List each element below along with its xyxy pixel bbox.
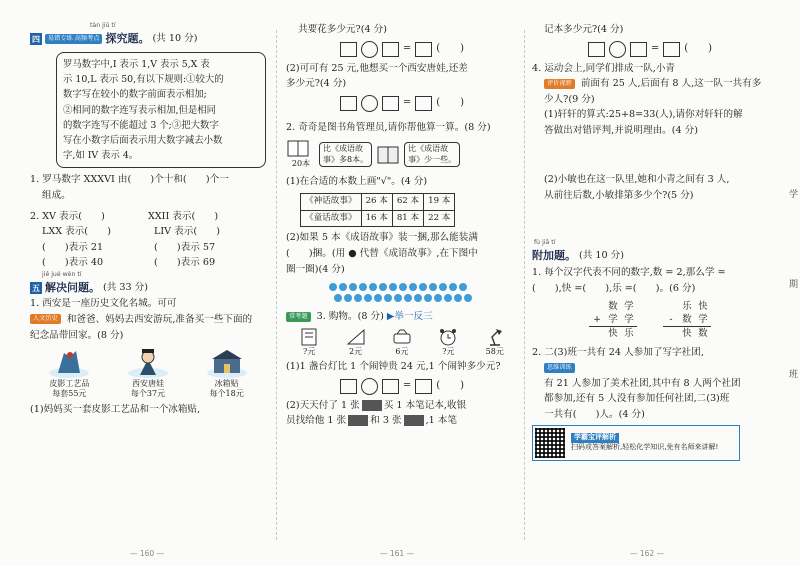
section-number: 四 bbox=[32, 33, 40, 44]
answer-space[interactable] bbox=[532, 203, 768, 239]
choice-cell[interactable]: 16 本 bbox=[361, 210, 392, 227]
bonus-question-1-text: 1. 每个汉字代表不同的数字,数 = 2,那么学 = bbox=[532, 267, 726, 279]
section-tag: 易错专练 高频考点 bbox=[45, 34, 102, 44]
addition-puzzle: 数 学 + 学 学 快 乐 bbox=[589, 300, 637, 340]
question-2-row bbox=[30, 240, 266, 256]
book-dot[interactable] bbox=[364, 294, 372, 302]
section-bonus-heading bbox=[532, 247, 768, 265]
sub-question-text: 答做出对错评判,并说明理由。(4 分) bbox=[544, 124, 699, 136]
question-3-text: 常考题 3. 购物。(8 分) ▶举一反三 bbox=[286, 309, 518, 325]
dot-array[interactable] bbox=[327, 281, 477, 305]
margin-label: 班 bbox=[788, 370, 798, 380]
section-points: (共 10 分) bbox=[579, 250, 624, 262]
answer-space[interactable] bbox=[532, 138, 768, 172]
qr-code-banner[interactable] bbox=[532, 425, 740, 461]
question-1-text: 纪念品带回家。(8 分) bbox=[30, 329, 124, 341]
rule-line: 写在小数字后面表示用大数字减去小数 bbox=[63, 134, 223, 146]
bonus-question-2-text: 一共有( )人。(4 分) bbox=[544, 408, 645, 420]
section-explore-heading bbox=[30, 30, 266, 48]
banknote-icon bbox=[362, 400, 382, 411]
book-dot[interactable] bbox=[339, 283, 347, 291]
blank-item[interactable]: ( )表示 21 bbox=[42, 241, 104, 253]
blank-item[interactable]: LXX 表示( ) bbox=[42, 226, 111, 238]
pinyin-annotation: fù jiā tí bbox=[534, 239, 556, 247]
desk-lamp-icon bbox=[484, 327, 506, 347]
qr-caption: 扫码或答案解析,轻松化学知识,免有名师来讲解! bbox=[571, 443, 719, 452]
blank-item[interactable]: XXII 表示( ) bbox=[148, 210, 219, 222]
choice-cell[interactable]: 22 本 bbox=[424, 210, 455, 227]
rule-line: 字,如 IV 表示 4。 bbox=[63, 150, 139, 162]
subtraction-puzzle: 乐 快 - 数 学 快 数 bbox=[663, 300, 711, 340]
sub-question-text: (2)可可有 25 元,他想买一个西安唐娃,还差 bbox=[286, 62, 468, 74]
book-dot[interactable] bbox=[389, 283, 397, 291]
answer-box[interactable] bbox=[340, 379, 357, 394]
book-dot[interactable] bbox=[419, 283, 427, 291]
choice-cell[interactable]: 19 本 bbox=[424, 193, 455, 210]
sub-question-text: 共要花多少元?(4 分) bbox=[298, 24, 387, 35]
speech-bubble: 比《成语故 事》少一些。 bbox=[404, 142, 460, 167]
qr-code-icon[interactable] bbox=[535, 428, 565, 458]
roman-numeral-rules-box bbox=[56, 52, 266, 169]
section-title: 探究题。 bbox=[105, 32, 150, 45]
equation-template[interactable]: = ( ) bbox=[286, 95, 518, 112]
question-4-text: 评价视野 前面有 25 人,后面有 8 人,这一队一共有多 bbox=[532, 76, 768, 92]
page-160 bbox=[30, 22, 266, 417]
equation-template[interactable]: = ( ) bbox=[532, 41, 768, 58]
book-dot[interactable] bbox=[454, 294, 462, 302]
blank-item[interactable]: 2. XV 表示( ) bbox=[30, 210, 105, 222]
pencil-case-icon bbox=[391, 327, 413, 347]
question-2-text: 2. 奇奇是图书角管理员,请你帮他算一算。(8 分) bbox=[286, 121, 491, 133]
banknote-icon bbox=[404, 415, 424, 426]
page-161 bbox=[286, 22, 518, 429]
column-divider bbox=[276, 30, 277, 540]
equation-template[interactable]: = ( ) bbox=[286, 41, 518, 58]
sub-question-text: (2)如果 5 本《成语故事》装一捆,那么能装满 bbox=[286, 232, 478, 244]
shopping-items bbox=[286, 327, 518, 357]
notebook-icon bbox=[298, 327, 320, 347]
blank-item[interactable]: ( )表示 69 bbox=[154, 257, 216, 269]
souvenir-images bbox=[30, 347, 266, 400]
page-number: — 162 — bbox=[630, 548, 665, 558]
book-dot[interactable] bbox=[394, 294, 402, 302]
section-solve-heading bbox=[30, 279, 266, 297]
answer-box[interactable] bbox=[588, 42, 605, 57]
book-dot[interactable] bbox=[449, 283, 457, 291]
frequent-topic-tag: 常考题 bbox=[286, 312, 311, 322]
blank-item[interactable]: ( )表示 57 bbox=[154, 241, 216, 253]
rule-line: 的数字连写不能超过 3 个;③把大数字 bbox=[63, 119, 219, 131]
unit-blank[interactable]: ( ) bbox=[684, 42, 713, 54]
section-points: (共 33 分) bbox=[103, 281, 148, 293]
pinyin-annotation: jiě jué wèn tí bbox=[42, 270, 82, 278]
bonus-question-1-text: ( ),快 =( ),乐 =( )。(6 分) bbox=[532, 282, 696, 294]
sub-question-text: (1)妈妈买一套皮影工艺品和一个冰箱贴, bbox=[30, 403, 201, 415]
book-dot[interactable] bbox=[329, 283, 337, 291]
sub-question-text: 记本多少元?(4 分) bbox=[544, 24, 624, 35]
book-dot[interactable] bbox=[444, 294, 452, 302]
sub-question-text: (2)小敏也在这一队里,她和小青之间有 3 人, bbox=[544, 174, 730, 186]
book-dot[interactable] bbox=[374, 294, 382, 302]
choice-cell[interactable]: 62 本 bbox=[392, 193, 423, 210]
page-number: — 161 — bbox=[380, 548, 415, 558]
book-dot[interactable] bbox=[439, 283, 447, 291]
souvenir-item: 冰箱贴 每个18元 bbox=[204, 347, 250, 400]
sub-question-text: (1)轩轩的算式:25+8=33(人),请你对轩轩的解 bbox=[544, 109, 743, 121]
operator-circle[interactable] bbox=[609, 41, 626, 58]
unit-blank[interactable]: ( ) bbox=[436, 379, 465, 391]
sub-question-text: (2)天天付了 1 张 买 1 本笔记本,收银 bbox=[286, 399, 467, 411]
shop-item: 2元 bbox=[345, 327, 367, 357]
sub-question-text: 从前往后数,小敏排第多少个?(5 分) bbox=[544, 189, 694, 201]
operator-circle[interactable] bbox=[361, 41, 378, 58]
table-row: 《童话故事》 16 本 81 本 22 本 bbox=[301, 210, 455, 227]
answer-box[interactable] bbox=[663, 42, 680, 57]
culture-history-tag: 人文历史 bbox=[30, 314, 61, 324]
book-dot[interactable] bbox=[349, 283, 357, 291]
book-count: 20本 bbox=[291, 159, 311, 169]
sub-question-text: (1)在合适的本数上画"√"。(4 分) bbox=[286, 176, 428, 188]
tang-doll-icon bbox=[125, 347, 171, 379]
book-stack-icon bbox=[286, 138, 310, 158]
book-dot[interactable] bbox=[409, 283, 417, 291]
question-4-text: 4. 运动会上,同学们排成一队,小青 bbox=[532, 62, 676, 74]
question-1-text: 1. 罗马数字 XXXVI 由( )个十和( )个一 bbox=[30, 174, 229, 186]
sub-question-text: 圈一圈)(4 分) bbox=[286, 263, 345, 275]
book-dot[interactable] bbox=[399, 283, 407, 291]
question-1-text: 人文历史 和爸爸、妈妈去西安游玩,准备买一些下面的 bbox=[30, 312, 266, 328]
operator-circle[interactable] bbox=[361, 378, 378, 395]
choice-cell[interactable]: 26 本 bbox=[361, 193, 392, 210]
fridge-magnet-icon bbox=[204, 347, 250, 379]
bonus-question-2-text: 都参加,还有 5 人没有参加任何社团,二(3)班 bbox=[544, 393, 730, 405]
book-dot[interactable] bbox=[424, 294, 432, 302]
section-number: 五 bbox=[32, 282, 40, 293]
book-icon bbox=[375, 144, 401, 166]
book-dot[interactable] bbox=[359, 283, 367, 291]
rule-line: 示 10,L 表示 50,有以下规则:①较大的 bbox=[63, 74, 224, 86]
book-dot[interactable] bbox=[334, 294, 342, 302]
answer-box[interactable] bbox=[630, 42, 647, 57]
vertical-arithmetic bbox=[532, 300, 768, 340]
question-1-text bbox=[30, 296, 266, 312]
thinking-training-tag: 思维训练 bbox=[544, 363, 575, 373]
section-title: 解决问题。 bbox=[45, 280, 100, 294]
sub-question-text: ( )捆。(用 ● 代替《成语故事》,在下图中 bbox=[286, 247, 478, 259]
answer-box[interactable] bbox=[382, 42, 399, 57]
rule-line: ②相同的数字连写表示相加,但是相同 bbox=[63, 104, 216, 116]
book-dot[interactable] bbox=[344, 294, 352, 302]
books-illustration bbox=[286, 138, 518, 171]
page-162 bbox=[532, 22, 768, 461]
book-dot[interactable] bbox=[354, 294, 362, 302]
bonus-question-2-text bbox=[532, 360, 768, 376]
shadow-puppet-icon bbox=[46, 347, 92, 379]
question-4-text: 少人?(9 分) bbox=[544, 93, 595, 105]
answer-box[interactable] bbox=[415, 379, 432, 394]
ruler-icon bbox=[345, 327, 367, 347]
margin-label: 学 bbox=[788, 190, 798, 200]
rule-line: 数字写在较小的数字前面表示相加; bbox=[63, 89, 207, 101]
question-2-row bbox=[30, 224, 266, 240]
pinyin-annotation: tàn jiū tí bbox=[90, 22, 116, 29]
q1-number: 1. 西安是一座历史文化名城。可可 bbox=[30, 298, 177, 310]
book-dot[interactable] bbox=[434, 294, 442, 302]
answer-box[interactable] bbox=[382, 96, 399, 111]
sub-question-text: 多少元?(4 分) bbox=[286, 78, 347, 90]
book-dot[interactable] bbox=[459, 283, 467, 291]
book-dot[interactable] bbox=[414, 294, 422, 302]
choice-cell[interactable]: 81 本 bbox=[392, 210, 423, 227]
section-points: (共 10 分) bbox=[152, 33, 198, 45]
table-row: 《神话故事》 26 本 62 本 19 本 bbox=[301, 193, 455, 210]
sub-question-text: 员找给他 1 张 和 3 张 ,1 本笔 bbox=[286, 415, 457, 427]
question-1-text: 组成。 bbox=[42, 189, 71, 201]
answer-box[interactable] bbox=[415, 42, 432, 57]
sub-question-text: (1)1 盏台灯比 1 个闹钟贵 24 元,1 个闹钟多少元? bbox=[286, 360, 501, 372]
shop-item: ?元 bbox=[298, 327, 320, 357]
shop-item: 6元 bbox=[391, 327, 413, 357]
column-divider bbox=[524, 30, 525, 540]
question-2-row bbox=[30, 255, 266, 271]
answer-box[interactable] bbox=[340, 42, 357, 57]
book-count-table bbox=[300, 193, 455, 228]
book-dot[interactable] bbox=[384, 294, 392, 302]
blank-item[interactable]: ( )表示 40 bbox=[42, 257, 104, 269]
souvenir-item: 西安唐娃 每个37元 bbox=[125, 347, 171, 400]
book-dot[interactable] bbox=[369, 283, 377, 291]
shop-item: 58元 bbox=[484, 327, 506, 357]
section-title: 附加题。 bbox=[532, 249, 576, 263]
unit-blank[interactable]: ( ) bbox=[436, 42, 465, 54]
banknote-icon bbox=[348, 415, 368, 426]
margin-label: 期 bbox=[788, 280, 798, 290]
equation-template[interactable]: = ( ) bbox=[286, 378, 518, 395]
bonus-question-2-text: 2. 二(3)班一共有 24 人参加了写字社团, bbox=[532, 346, 704, 358]
book-dot[interactable] bbox=[404, 294, 412, 302]
speech-bubble: 比《成语故 事》多8本。 bbox=[319, 142, 372, 167]
book-dot[interactable] bbox=[379, 283, 387, 291]
operator-circle[interactable] bbox=[361, 95, 378, 112]
book-dot[interactable] bbox=[429, 283, 437, 291]
page-number: — 160 — bbox=[130, 548, 165, 558]
answer-box[interactable] bbox=[382, 379, 399, 394]
answer-box[interactable] bbox=[415, 96, 432, 111]
bonus-question-2-text: 有 21 人参加了美术社团,其中有 8 人两个社团 bbox=[544, 377, 741, 389]
qr-badge: 学霸宝评解析 bbox=[571, 433, 619, 443]
question-2-row bbox=[30, 209, 266, 225]
shop-item: ?元 bbox=[437, 327, 459, 357]
evaluation-tag: 评价视野 bbox=[544, 79, 575, 89]
alarm-clock-icon bbox=[437, 327, 459, 347]
blank-item[interactable]: LIV 表示( ) bbox=[154, 226, 220, 238]
book-dot[interactable] bbox=[464, 294, 472, 302]
souvenir-item: 皮影工艺品 每套55元 bbox=[46, 347, 92, 400]
rule-line: 罗马数字中,I 表示 1,V 表示 5,X 表 bbox=[63, 58, 210, 70]
extend-link[interactable]: ▶举一反三 bbox=[386, 311, 433, 323]
answer-box[interactable] bbox=[340, 96, 357, 111]
unit-blank[interactable]: ( ) bbox=[436, 97, 465, 108]
